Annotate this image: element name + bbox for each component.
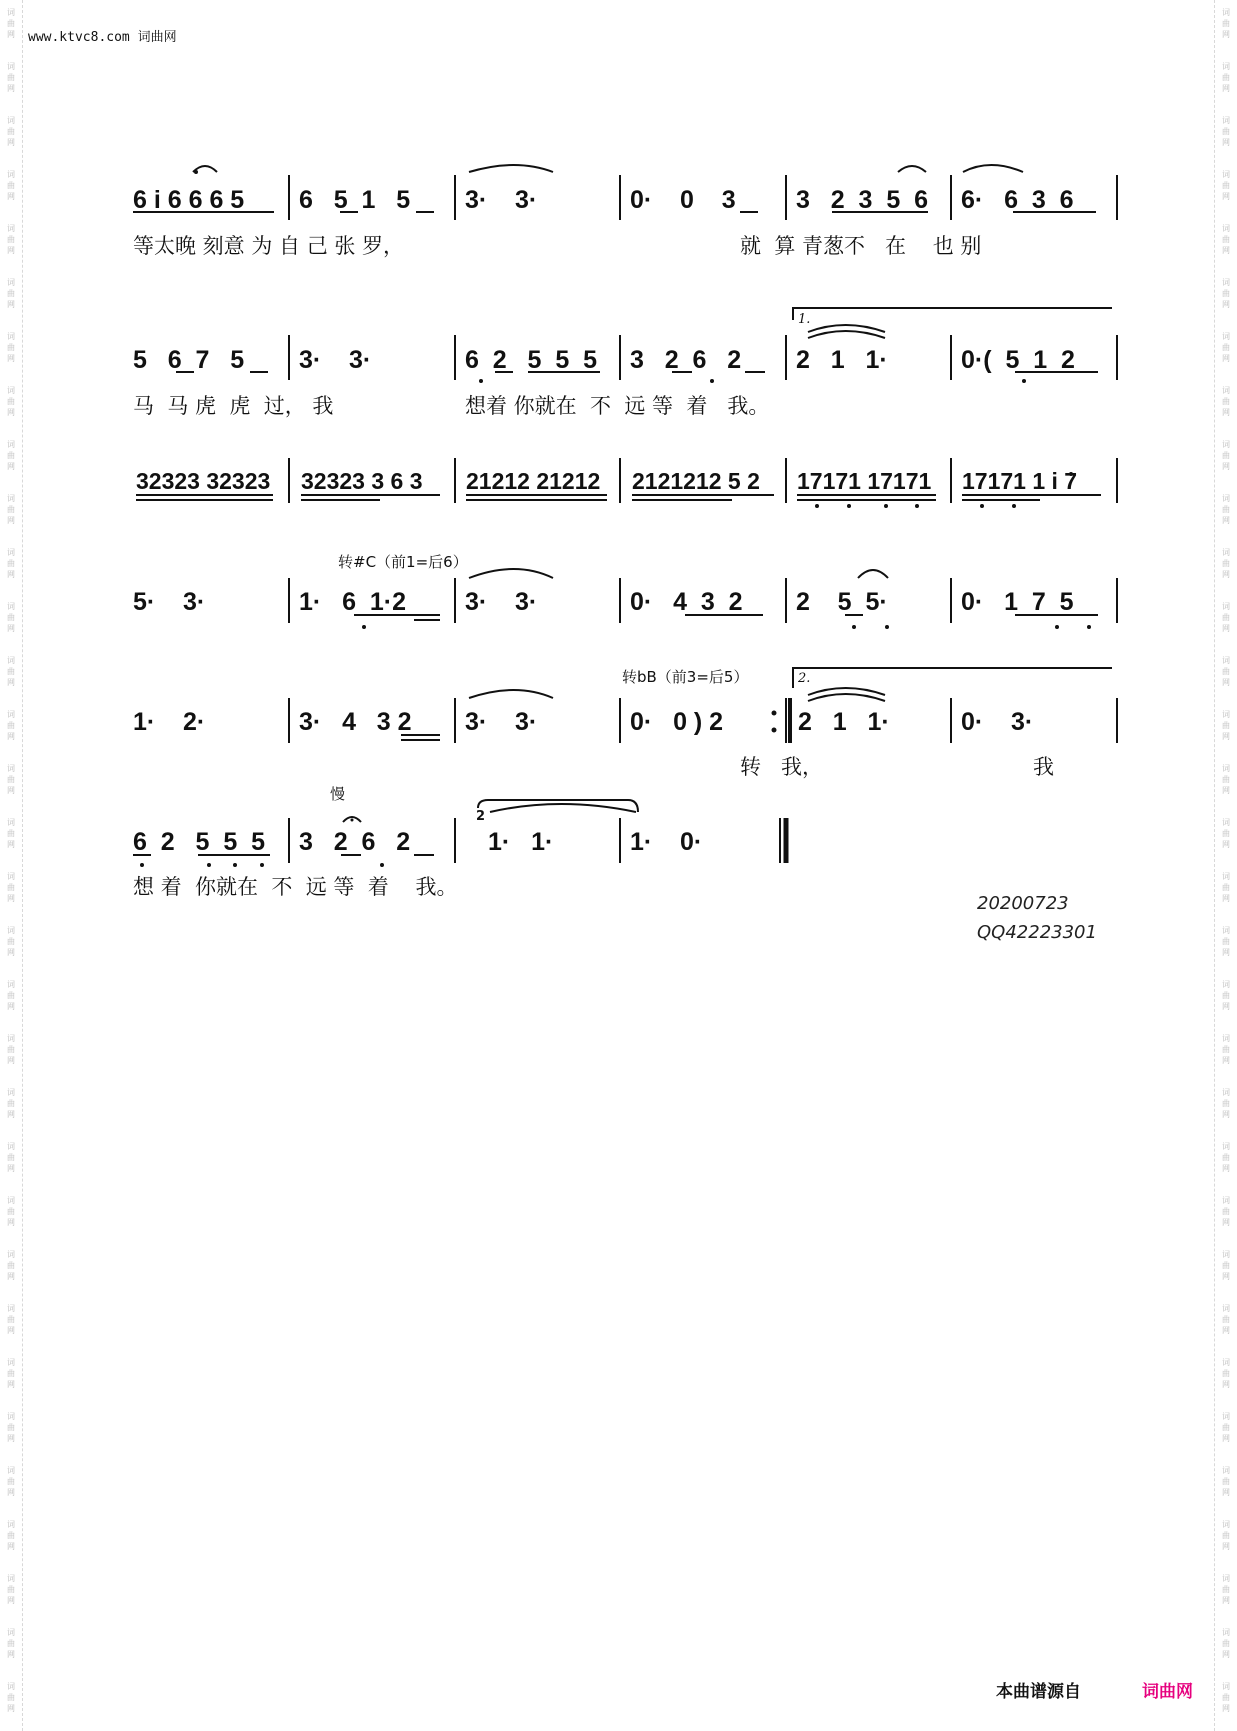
watermark-glyph: 曲 (7, 883, 15, 892)
watermark-glyph: 网 (7, 516, 15, 525)
watermark-glyph: 词 (1222, 1520, 1230, 1529)
key-change-c-sharp: 转#C（前1=后6） (338, 553, 468, 571)
row4-measure3: 3· 3· (465, 588, 538, 616)
watermark-glyph: 曲 (7, 397, 15, 406)
watermark-glyph: 网 (1222, 1002, 1230, 1011)
row4-measure4: 0· 4 3 2 (630, 588, 743, 616)
watermark-glyph: 词 (7, 1358, 15, 1367)
watermark-glyph: 词 (1222, 8, 1230, 17)
watermark-glyph: 曲 (1222, 1153, 1230, 1162)
watermark-glyph: 曲 (1222, 1693, 1230, 1702)
watermark-glyph: 词 (7, 1412, 15, 1421)
row5-measure2: 3· 4 3 2 (299, 708, 412, 736)
watermark-glyph: 网 (1222, 1272, 1230, 1281)
watermark-glyph: 曲 (1222, 1315, 1230, 1324)
watermark-glyph: 曲 (1222, 991, 1230, 1000)
watermark-glyph: 曲 (1222, 937, 1230, 946)
watermark-glyph: 网 (1222, 1704, 1230, 1713)
watermark-glyph: 网 (7, 570, 15, 579)
site-url: www.ktvc8.com 词曲网 (28, 30, 177, 45)
watermark-glyph: 网 (7, 462, 15, 471)
watermark-glyph: 曲 (1222, 19, 1230, 28)
watermark-glyph: 曲 (7, 289, 15, 298)
watermark-glyph: 曲 (7, 1153, 15, 1162)
watermark-glyph: 词 (1222, 764, 1230, 773)
watermark-glyph: 词 (1222, 62, 1230, 71)
watermark-glyph: 曲 (7, 1315, 15, 1324)
watermark-glyph: 网 (1222, 246, 1230, 255)
watermark-glyph: 曲 (7, 343, 15, 352)
watermark-glyph: 词 (1222, 170, 1230, 179)
watermark-glyph: 曲 (1222, 1423, 1230, 1432)
watermark-glyph: 词 (7, 656, 15, 665)
row5-measure6: 0· 3· (961, 708, 1034, 736)
watermark-glyph: 网 (7, 894, 15, 903)
watermark-glyph: 网 (1222, 192, 1230, 201)
watermark-glyph: 曲 (1222, 73, 1230, 82)
watermark-glyph: 曲 (1222, 1369, 1230, 1378)
watermark-glyph: 词 (1222, 116, 1230, 125)
watermark-glyph: 网 (1222, 1326, 1230, 1335)
watermark-glyph: 曲 (7, 559, 15, 568)
watermark-glyph: 网 (7, 732, 15, 741)
watermark-glyph: 网 (7, 786, 15, 795)
watermark-glyph: 网 (1222, 300, 1230, 309)
watermark-glyph: 曲 (7, 991, 15, 1000)
watermark-glyph: 曲 (1222, 181, 1230, 190)
watermark-glyph: 网 (7, 1596, 15, 1605)
watermark-glyph: 网 (1222, 516, 1230, 525)
key-change-b-flat: 转bB（前3=后5） (622, 668, 749, 686)
watermark-glyph: 网 (1222, 1164, 1230, 1173)
row3-measure6: 17171 1 i 7 (962, 468, 1078, 494)
watermark-glyph: 词 (1222, 818, 1230, 827)
row3-measure4: 2121212 5 2 (632, 468, 760, 494)
watermark-glyph: 词 (7, 548, 15, 557)
watermark-glyph: 词 (1222, 494, 1230, 503)
watermark-glyph: 曲 (7, 19, 15, 28)
watermark-glyph: 网 (7, 624, 15, 633)
row3-measure5: 17171 17171 (797, 468, 932, 494)
watermark-glyph: 词 (1222, 1196, 1230, 1205)
row2-measure4: 3 2 6 2 (630, 346, 742, 374)
watermark-glyph: 网 (7, 300, 15, 309)
watermark-glyph: 网 (1222, 408, 1230, 417)
watermark-glyph: 词 (1222, 1574, 1230, 1583)
watermark-glyph: 词 (7, 1304, 15, 1313)
watermark-glyph: 词 (7, 386, 15, 395)
watermark-glyph: 网 (1222, 30, 1230, 39)
row1-measure4: 0· 0 3 (630, 186, 736, 214)
watermark-glyph: 词 (7, 1520, 15, 1529)
watermark-glyph: 曲 (1222, 1045, 1230, 1054)
watermark-glyph: 词 (1222, 548, 1230, 557)
watermark-glyph: 词 (1222, 656, 1230, 665)
watermark-glyph: 网 (7, 1056, 15, 1065)
row4-measure2: 1· 6 1·2 (299, 588, 406, 616)
watermark-glyph: 网 (1222, 84, 1230, 93)
row6-measure2: 3 2 6 2 (299, 828, 411, 856)
volta-1-label: 1. (798, 312, 811, 327)
row5-measure4: 0· 0 ) 2 (630, 708, 724, 736)
watermark-glyph: 词 (1222, 1466, 1230, 1475)
watermark-glyph: 词 (7, 926, 15, 935)
watermark-glyph: 词 (1222, 926, 1230, 935)
watermark-glyph: 网 (1222, 1542, 1230, 1551)
watermark-glyph: 网 (7, 1650, 15, 1659)
watermark-glyph: 曲 (1222, 829, 1230, 838)
watermark-glyph: 网 (1222, 1110, 1230, 1119)
watermark-glyph: 网 (7, 1488, 15, 1497)
watermark-glyph: 曲 (7, 1369, 15, 1378)
watermark-glyph: 曲 (1222, 1585, 1230, 1594)
watermark-glyph: 词 (7, 1142, 15, 1151)
row6-measure1: 6 2 5 5 5 (133, 828, 266, 856)
watermark-glyph: 词 (7, 980, 15, 989)
watermark-glyph: 词 (1222, 1412, 1230, 1421)
watermark-glyph: 曲 (7, 721, 15, 730)
watermark-glyph: 曲 (7, 73, 15, 82)
row5-measure1: 1· 2· (133, 708, 206, 736)
watermark-glyph: 词 (7, 62, 15, 71)
watermark-glyph: 词 (1222, 1250, 1230, 1259)
watermark-glyph: 曲 (1222, 1639, 1230, 1648)
watermark-glyph: 词 (1222, 872, 1230, 881)
watermark-glyph: 曲 (1222, 397, 1230, 406)
watermark-glyph: 网 (1222, 1218, 1230, 1227)
row3-measure1: 32323 32323 (136, 468, 271, 494)
watermark-glyph: 词 (7, 224, 15, 233)
watermark-glyph: 词 (7, 710, 15, 719)
watermark-glyph: 曲 (7, 127, 15, 136)
watermark-glyph: 曲 (1222, 667, 1230, 676)
watermark-glyph: 词 (7, 602, 15, 611)
row4-measure5: 2 5 5· (796, 588, 888, 616)
watermark-glyph: 曲 (7, 1585, 15, 1594)
watermark-glyph: 曲 (1222, 775, 1230, 784)
row5-measure3: 3· 3· (465, 708, 538, 736)
row6-measure3: 1· 1· (488, 828, 554, 856)
watermark-glyph: 网 (7, 1272, 15, 1281)
watermark-glyph: 曲 (1222, 721, 1230, 730)
watermark-glyph: 词 (1222, 278, 1230, 287)
watermark-glyph: 词 (1222, 980, 1230, 989)
row3-measure2: 32323 3 6 3 (301, 468, 423, 494)
row2-measure3: 6 2 5 5 5 (465, 346, 598, 374)
watermark-glyph: 曲 (1222, 613, 1230, 622)
row4-measure6: 0· 1 7 5 (961, 588, 1074, 616)
watermark-glyph: 网 (7, 678, 15, 687)
watermark-glyph: 曲 (7, 1639, 15, 1648)
watermark-glyph: 词 (1222, 1628, 1230, 1637)
watermark-glyph: 网 (1222, 840, 1230, 849)
watermark-glyph: 网 (7, 1326, 15, 1335)
watermark-glyph: 曲 (1222, 883, 1230, 892)
watermark-glyph: 词 (7, 872, 15, 881)
watermark-glyph: 词 (7, 494, 15, 503)
watermark-glyph: 曲 (7, 1531, 15, 1540)
watermark-glyph: 网 (7, 246, 15, 255)
watermark-glyph: 曲 (7, 1099, 15, 1108)
watermark-glyph: 曲 (7, 235, 15, 244)
watermark-glyph: 词 (7, 116, 15, 125)
watermark-glyph: 网 (1222, 624, 1230, 633)
watermark-glyph: 曲 (7, 181, 15, 190)
watermark-glyph: 网 (1222, 138, 1230, 147)
watermark-glyph: 网 (7, 840, 15, 849)
watermark-glyph: 曲 (1222, 343, 1230, 352)
watermark-glyph: 曲 (7, 613, 15, 622)
watermark-glyph: 词 (7, 1034, 15, 1043)
watermark-glyph: 词 (7, 170, 15, 179)
row1-measure2: 6 5 1 5 (299, 186, 411, 214)
row4-measure1: 5· 3· (133, 588, 206, 616)
watermark-glyph: 词 (7, 278, 15, 287)
watermark-glyph: 词 (1222, 1088, 1230, 1097)
watermark-glyph: 曲 (7, 1693, 15, 1702)
watermark-glyph: 网 (7, 1434, 15, 1443)
brand-link[interactable]: 词曲网 (1142, 1682, 1193, 1702)
row6-lyrics: 想 着 你就在 不 远 等 着 我。 (133, 875, 458, 899)
watermark-glyph: 词 (7, 8, 15, 17)
watermark-glyph: 曲 (7, 667, 15, 676)
watermark-glyph: 曲 (1222, 235, 1230, 244)
watermark-glyph: 曲 (1222, 1207, 1230, 1216)
row5-lyrics-a: 转 我， (740, 755, 824, 779)
watermark-glyph: 曲 (7, 1477, 15, 1486)
watermark-glyph: 曲 (1222, 1261, 1230, 1270)
tempo-slow: 慢 (330, 785, 346, 803)
watermark-glyph: 网 (7, 1002, 15, 1011)
watermark-glyph: 网 (1222, 786, 1230, 795)
watermark-glyph: 网 (1222, 732, 1230, 741)
watermark-glyph: 网 (1222, 678, 1230, 687)
watermark-glyph: 词 (1222, 710, 1230, 719)
watermark-glyph: 曲 (7, 1423, 15, 1432)
watermark-glyph: 网 (1222, 1488, 1230, 1497)
watermark-glyph: 曲 (1222, 1477, 1230, 1486)
watermark-glyph: 网 (1222, 948, 1230, 957)
watermark-glyph: 词 (1222, 602, 1230, 611)
watermark-glyph: 词 (1222, 386, 1230, 395)
watermark-glyph: 曲 (7, 1207, 15, 1216)
watermark-glyph: 词 (7, 1250, 15, 1259)
row1-measure5: 3 2 3 5 6 (796, 186, 929, 214)
watermark-glyph: 词 (1222, 1142, 1230, 1151)
row1-lyrics-a: 等太晚 刻意 为 自 己 张 罗， (133, 234, 405, 258)
row1-measure6: 6· 6 3 6 (961, 186, 1074, 214)
watermark-glyph: 曲 (7, 937, 15, 946)
date-stamp: 20200723 (977, 893, 1069, 914)
watermark-glyph: 曲 (1222, 1099, 1230, 1108)
watermark-glyph: 网 (7, 948, 15, 957)
watermark-glyph: 曲 (7, 775, 15, 784)
watermark-glyph: 词 (7, 1682, 15, 1691)
watermark-glyph: 网 (7, 1164, 15, 1173)
watermark-glyph: 词 (7, 1466, 15, 1475)
row2-measure6: 0·( 5 1 2 (961, 346, 1075, 374)
watermark-glyph: 词 (7, 818, 15, 827)
row1-lyrics-b: 就 算 青葱不 在 也 别 (740, 234, 982, 258)
watermark-glyph: 网 (1222, 462, 1230, 471)
watermark-glyph: 词 (1222, 332, 1230, 341)
watermark-glyph: 曲 (1222, 451, 1230, 460)
watermark-glyph: 曲 (1222, 1531, 1230, 1540)
row5-measure5: 2 1 1· (798, 708, 890, 736)
watermark-glyph: 网 (7, 1704, 15, 1713)
watermark-glyph: 网 (1222, 354, 1230, 363)
watermark-glyph: 网 (7, 354, 15, 363)
watermark-glyph: 曲 (1222, 559, 1230, 568)
watermark-glyph: 词 (7, 1628, 15, 1637)
watermark-glyph: 网 (1222, 1380, 1230, 1389)
watermark-glyph: 网 (7, 1380, 15, 1389)
watermark-glyph: 网 (1222, 894, 1230, 903)
row6-measure4: 1· 0· (630, 828, 703, 856)
watermark-glyph: 网 (1222, 1056, 1230, 1065)
watermark-glyph: 曲 (7, 451, 15, 460)
watermark-glyph: 词 (7, 764, 15, 773)
watermark-glyph: 网 (1222, 1596, 1230, 1605)
row1-measure1: 6 i 6 6 6 5 (133, 186, 245, 214)
watermark-glyph: 词 (7, 440, 15, 449)
source-label: 本曲谱源自 (996, 1682, 1081, 1702)
watermark-glyph: 词 (7, 1088, 15, 1097)
watermark-glyph: 网 (1222, 1650, 1230, 1659)
row2-lyrics-a: 马 马 虎 虎 过， 我 (133, 394, 334, 418)
watermark-glyph: 网 (1222, 570, 1230, 579)
row2-lyrics-b: 想着 你就在 不 远 等 着 我。 (465, 394, 770, 418)
row2-measure1: 5 6 7 5 (133, 346, 245, 374)
watermark-glyph: 网 (7, 138, 15, 147)
volta-2-label: 2. (798, 671, 811, 686)
row5-lyrics-b: 我 (1033, 755, 1054, 779)
watermark-glyph: 词 (7, 1196, 15, 1205)
watermark-glyph: 词 (7, 332, 15, 341)
watermark-glyph: 网 (7, 1218, 15, 1227)
watermark-glyph: 词 (1222, 1682, 1230, 1691)
row1-measure3: 3· 3· (465, 186, 538, 214)
watermark-glyph: 曲 (7, 829, 15, 838)
row3-measure3: 21212 21212 (466, 468, 601, 494)
qq-contact: QQ42223301 (977, 922, 1097, 943)
watermark-glyph: 曲 (7, 1045, 15, 1054)
watermark-glyph: 网 (7, 192, 15, 201)
watermark-glyph: 网 (7, 408, 15, 417)
watermark-glyph: 网 (7, 84, 15, 93)
watermark-glyph: 词 (1222, 1034, 1230, 1043)
watermark-glyph: 网 (7, 30, 15, 39)
watermark-glyph: 曲 (7, 505, 15, 514)
watermark-glyph: 曲 (1222, 505, 1230, 514)
watermark-glyph: 词 (7, 1574, 15, 1583)
watermark-glyph: 词 (1222, 224, 1230, 233)
watermark-glyph: 网 (1222, 1434, 1230, 1443)
row2-measure5: 2 1 1· (796, 346, 888, 374)
watermark-glyph: 网 (7, 1110, 15, 1119)
watermark-glyph: 词 (1222, 1358, 1230, 1367)
watermark-glyph: 词 (1222, 1304, 1230, 1313)
watermark-glyph: 曲 (1222, 127, 1230, 136)
row2-measure2: 3· 3· (299, 346, 372, 374)
watermark-glyph: 曲 (1222, 289, 1230, 298)
watermark-glyph: 曲 (7, 1261, 15, 1270)
watermark-glyph: 网 (7, 1542, 15, 1551)
time-signature: 2 (476, 809, 486, 824)
watermark-glyph: 词 (1222, 440, 1230, 449)
